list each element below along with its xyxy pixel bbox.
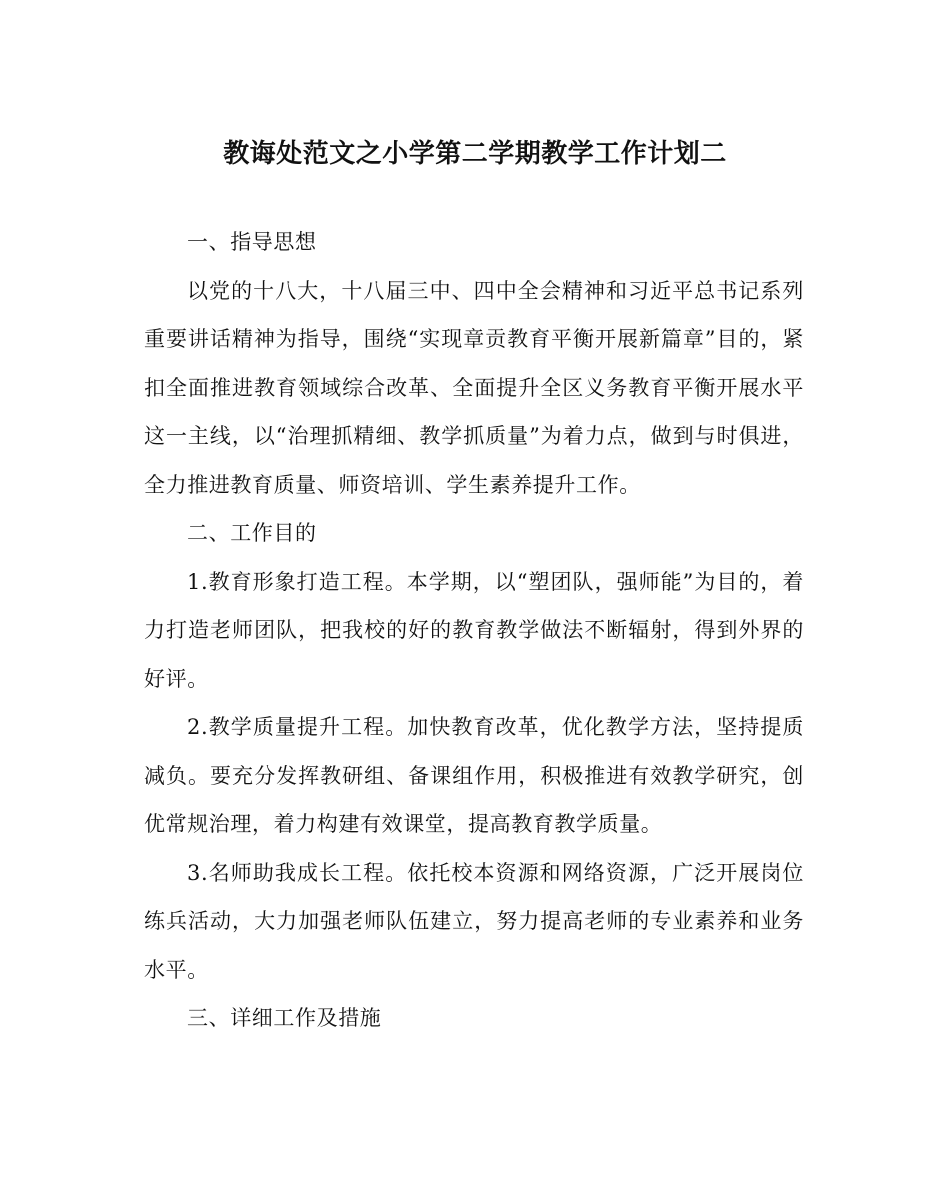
paragraph-guiding-ideology: 以党的十八大，十八届三中、四中全会精神和习近平总书记系列重要讲话精神为指导，围绕“实现章贡教育平衡开展新篇章”目的，紧扣全面推进教育领域综合改革、全面提升全区义务教育平衡开展水平这一主线，以“治理抓精细、教学抓质量”为着力点，做到与时俱进，全力推进教育质量、师资培训、学生素养提升工作。 <box>144 278 804 497</box>
section-heading-guiding-ideology: 一、指导思想 <box>187 230 317 254</box>
document-body <box>144 218 804 1043</box>
section-heading-detailed-work: 三、详细工作及措施 <box>187 1006 382 1030</box>
paragraph-goal-3: 3.名师助我成长工程。依托校本资源和网络资源，广泛开展岗位练兵活动，大力加强老师队伍建立，努力提高老师的专业素养和业务水平。 <box>144 860 804 982</box>
document-title: 教诲处范文之小学第二学期教学工作计划二 <box>223 139 727 169</box>
paragraph-goal-2: 2.教学质量提升工程。加快教育改革，优化教学方法，坚持提质减负。要充分发挥教研组、备课组作用，积极推进有效教学研究，创优常规治理，着力构建有效课堂，提高教育教学质量。 <box>144 715 804 836</box>
paragraph-goal-1: 1.教育形象打造工程。本学期，以“塑团队，强师能”为目的，着力打造老师团队，把我校的好的教育教学做法不断辐射，得到外界的好评。 <box>144 569 804 691</box>
section-heading-work-goals: 二、工作目的 <box>187 521 317 545</box>
